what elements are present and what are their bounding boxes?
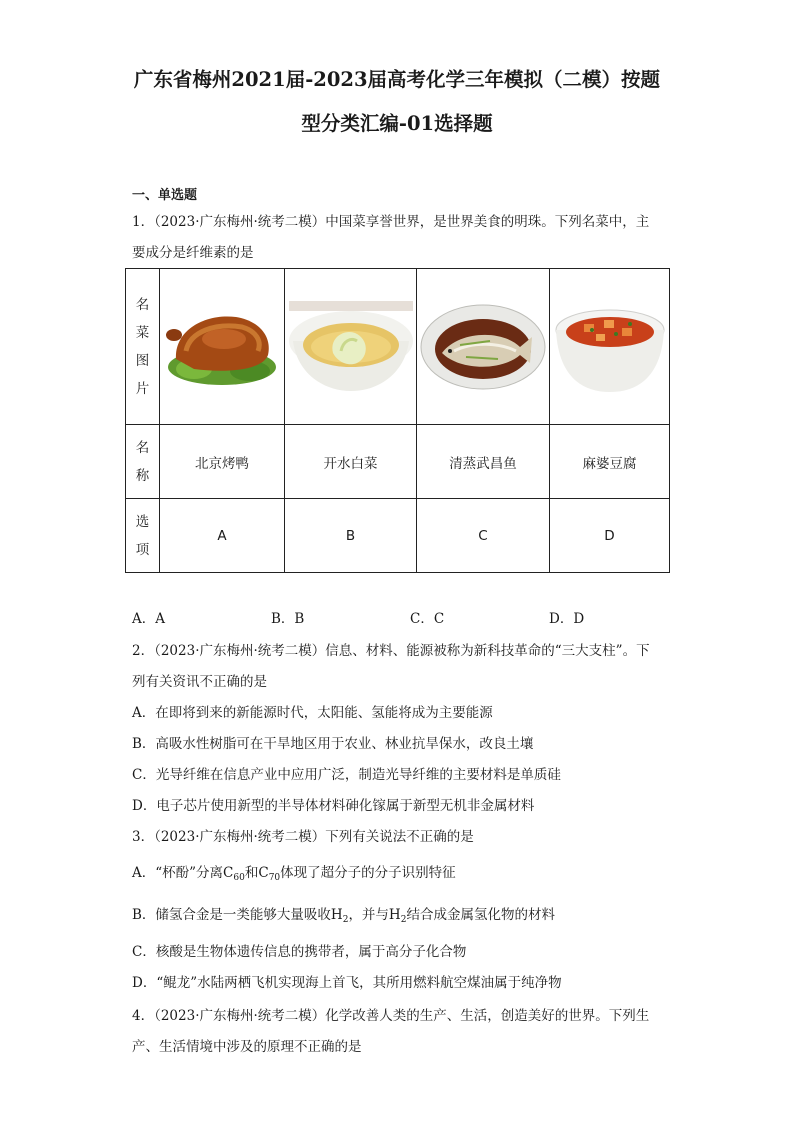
document-title-line-2: 型分类汇编-01选择题 [301,112,493,135]
option-row-label [126,499,160,573]
q3-stem: 3．（2023·广东梅州·统考二模）下列有关说法不正确的是 [132,829,474,845]
steamed-fish-image [417,269,550,425]
document-title-line-1: 广东省梅州2021届-2023届高考化学三年模拟（二模）按题 [133,68,661,91]
dish-name-row [126,425,670,499]
text: A．“杯酚”分离C [132,865,234,881]
q3-option-c[interactable]: C．核酸是生物体遗传信息的携带者，属于高分子化合物 [132,944,467,960]
image-row-label [126,269,160,425]
dish-option-cell: C [417,499,550,573]
text: 和C [244,865,269,881]
dish-option-cell: B [285,499,417,573]
q1-stem-line-1: 1．（2023·广东梅州·统考二模）中国菜享誉世界，是世界美食的明珠。下列名菜中，主 [132,214,650,230]
subscript: 60 [233,873,245,883]
label-char: 图 [135,352,150,369]
dish-table [125,268,670,573]
label-char: 名 [135,296,150,313]
q2-option-a[interactable]: A．在即将到来的新能源时代，太阳能、氢能将成为主要能源 [132,705,493,721]
q2-option-d[interactable]: D．电子芯片使用新型的半导体材料砷化镓属于新型无机非金属材料 [132,798,535,814]
q4-stem-line-2: 产、生活情境中涉及的原理不正确的是 [132,1039,362,1055]
q4-stem-line-1: 4．（2023·广东梅州·统考二模）化学改善人类的生产、生活，创造美好的世界。下列生 [132,1008,650,1024]
subscript: 2 [342,915,349,925]
choice-b[interactable]: B．B [271,611,305,627]
q3-option-b[interactable] [132,905,555,930]
dish-image-row [126,269,670,425]
dish-option-row [126,499,670,573]
label-char: 菜 [135,324,150,341]
text: 体现了超分子的分子识别特征 [280,865,456,881]
dish-option-cell: D [550,499,670,573]
text: B．储氢合金是一类能够大量吸收H [132,907,343,923]
q1-stem-line-2: 要成分是纤维素的是 [132,245,254,261]
q2-option-c[interactable]: C．光导纤维在信息产业中应用广泛，制造光导纤维的主要材料是单质硅 [132,767,561,783]
cabbage-soup-image [285,269,417,425]
name-row-label [126,425,160,499]
subscript: 2 [400,915,407,925]
dish-name-cell: 北京烤鸭 [160,425,285,499]
text: 结合成金属氢化物的材料 [406,907,555,923]
label-char: 名 [135,439,150,456]
q3-option-d[interactable]: D．“鲲龙”水陆两栖飞机实现海上首飞，其所用燃料航空煤油属于纯净物 [132,975,562,991]
choice-a[interactable]: A．A [132,611,165,627]
q2-option-b[interactable]: B．高吸水性树脂可在干旱地区用于农业、林业抗旱保水，改良土壤 [132,736,534,752]
dish-option-cell: A [160,499,285,573]
dish-name-cell: 麻婆豆腐 [550,425,670,499]
dish-name-cell: 开水白菜 [285,425,417,499]
q2-stem-line-2: 列有关资讯不正确的是 [132,674,267,690]
q3-option-a[interactable] [132,863,456,888]
label-char: 称 [135,467,150,484]
roast-duck-image [160,269,285,425]
section-heading: 一、单选题 [132,188,198,203]
text: ，并与H [348,907,401,923]
label-char: 项 [135,541,150,558]
choice-c[interactable]: C．C [410,611,445,627]
subscript: 70 [268,873,281,883]
dish-name-cell: 清蒸武昌鱼 [417,425,550,499]
mapo-tofu-image [550,269,670,425]
q2-stem-line-1: 2．（2023·广东梅州·统考二模）信息、材料、能源被称为新科技革命的“三大支柱”。下 [132,643,650,659]
choice-d[interactable]: D．D [549,611,585,627]
label-char: 片 [135,380,150,397]
label-char: 选 [135,513,150,530]
